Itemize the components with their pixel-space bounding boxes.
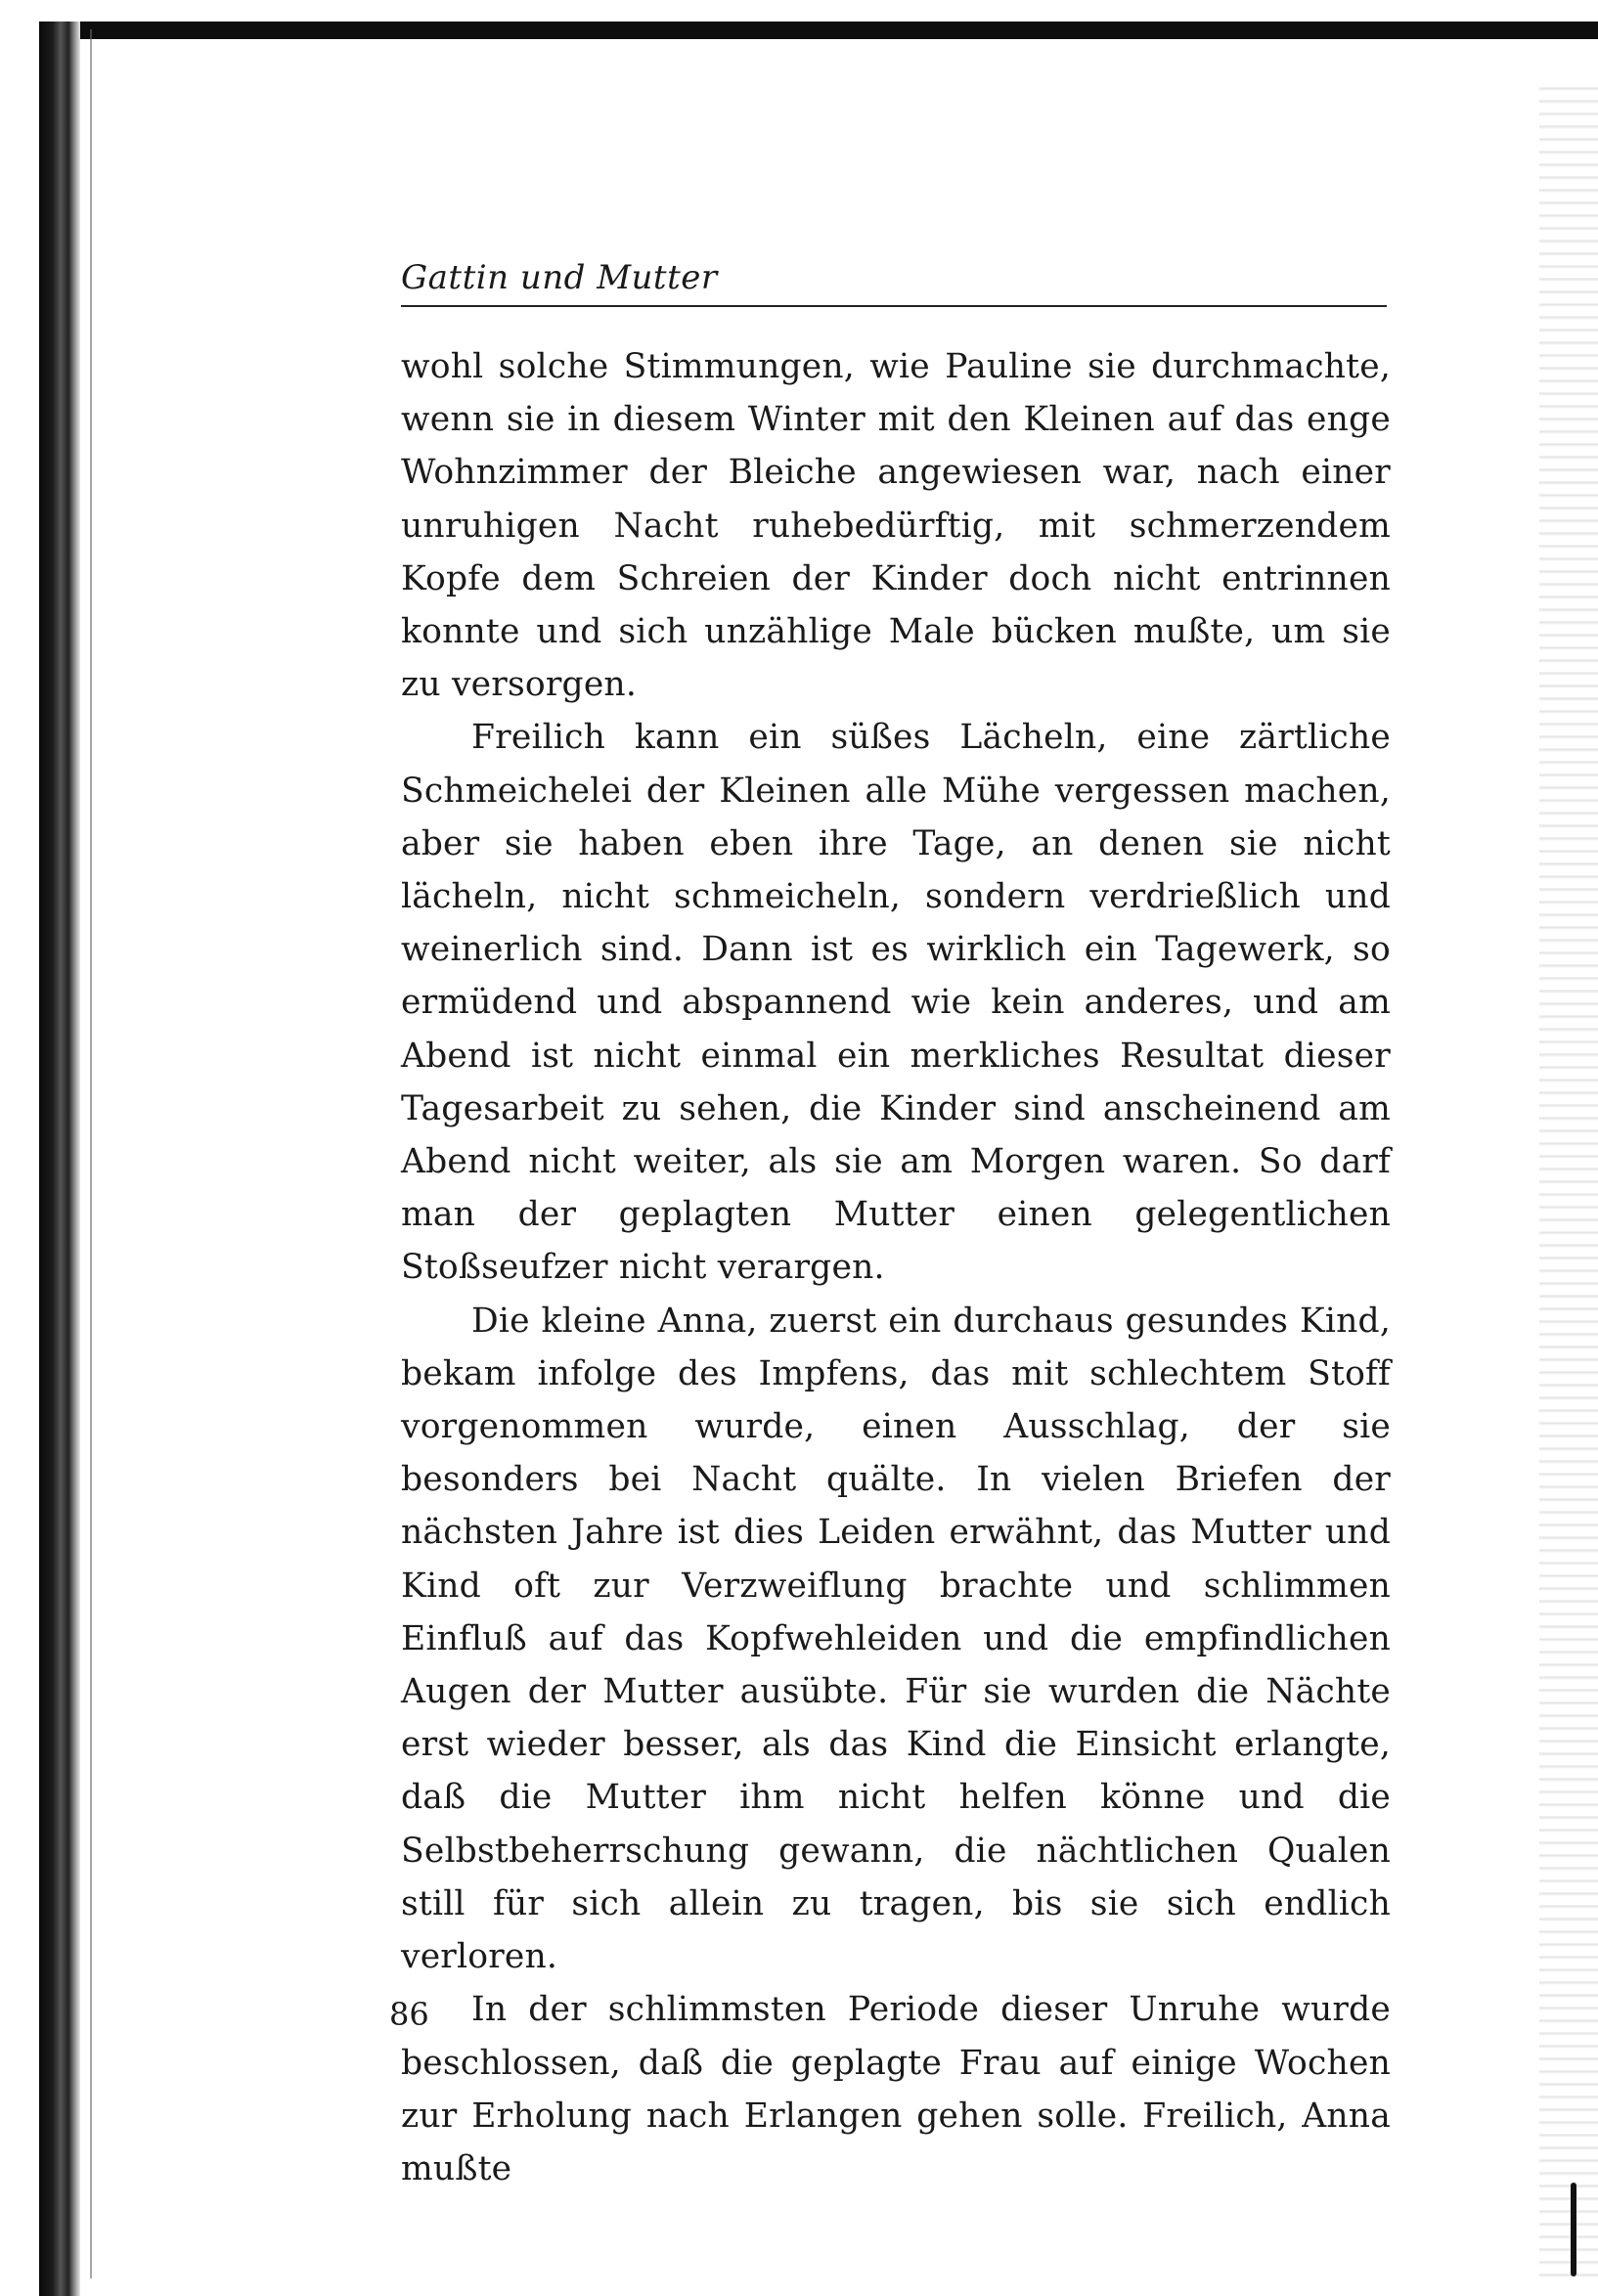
- scan-edge-spine: [39, 22, 80, 2296]
- paragraph-4: In der schlimmsten Periode dieser Unruhe wurde beschlossen, daß die geplagte Frau auf einige Wochen zur Erholung nach Erlangen gehen solle. Freilich, Anna mußte: [401, 1990, 1391, 2188]
- paragraph-1: wohl solche Stimmungen, wie Pauline sie durchmachte, wenn sie in diesem Winter mit den Kleinen auf das enge Wohnzimmer der Bleiche angewiesen war, nach einer unruhigen Nacht ruhebedürftig, mit schmerzendem Kopfe dem Schreien der Kinder doch nicht entrinnen konnte und sich unzählige Male bücken mußte, um sie zu versorgen.: [401, 347, 1391, 705]
- paragraph-3: Die kleine Anna, zuerst ein durchaus gesundes Kind, bekam infolge des Impfens, das mit schlechtem Stoff vorgenommen wurde, einen Ausschlag, der sie besonders bei Nacht quälte. In vielen Briefen der nächsten Jahre ist dies Leiden erwähnt, das Mutter und Kind oft zur Verzweiflung brachte und schlimmen Einfluß auf das Kopfwehleiden und die empfindlichen Augen der Mutter ausübte. Für sie wurden die Nächte erst wieder besser, als das Kind die Einsicht erlangte, daß die Mutter ihm nicht helfen könne und die Selbstbeherrschung gewann, die nächtlichen Qualen still für sich allein zu tragen, bis sie sich endlich verloren.: [401, 1301, 1391, 1977]
- scan-edge-mark: [1571, 2183, 1576, 2276]
- scan-edge-line: [90, 29, 92, 2278]
- scan-edge-top: [39, 22, 1598, 39]
- body-text: [401, 340, 1391, 2195]
- paragraph-2: Freilich kann ein süßes Lächeln, eine zärtliche Schmeichelei der Kleinen alle Mühe vergessen machen, aber sie haben eben ihre Tage, an denen sie nicht lächeln, nicht schmeicheln, sondern verdrießlich und weinerlich sind. Dann ist es wirklich ein Tagewerk, so ermüdend und abspannend wie kein anderes, und am Abend ist nicht einmal ein merkliches Resultat dieser Tagesarbeit zu sehen, die Kinder sind anscheinend am Abend nicht weiter, als sie am Morgen waren. So darf man der geplagten Mutter einen gelegentlichen Stoßseufzer nicht verargen.: [401, 718, 1391, 1288]
- page-number: 86: [389, 1996, 429, 2033]
- scan-edge-right: [1539, 78, 1598, 2278]
- running-head-title: Gattin und Mutter: [401, 258, 718, 297]
- running-head: [401, 256, 1387, 307]
